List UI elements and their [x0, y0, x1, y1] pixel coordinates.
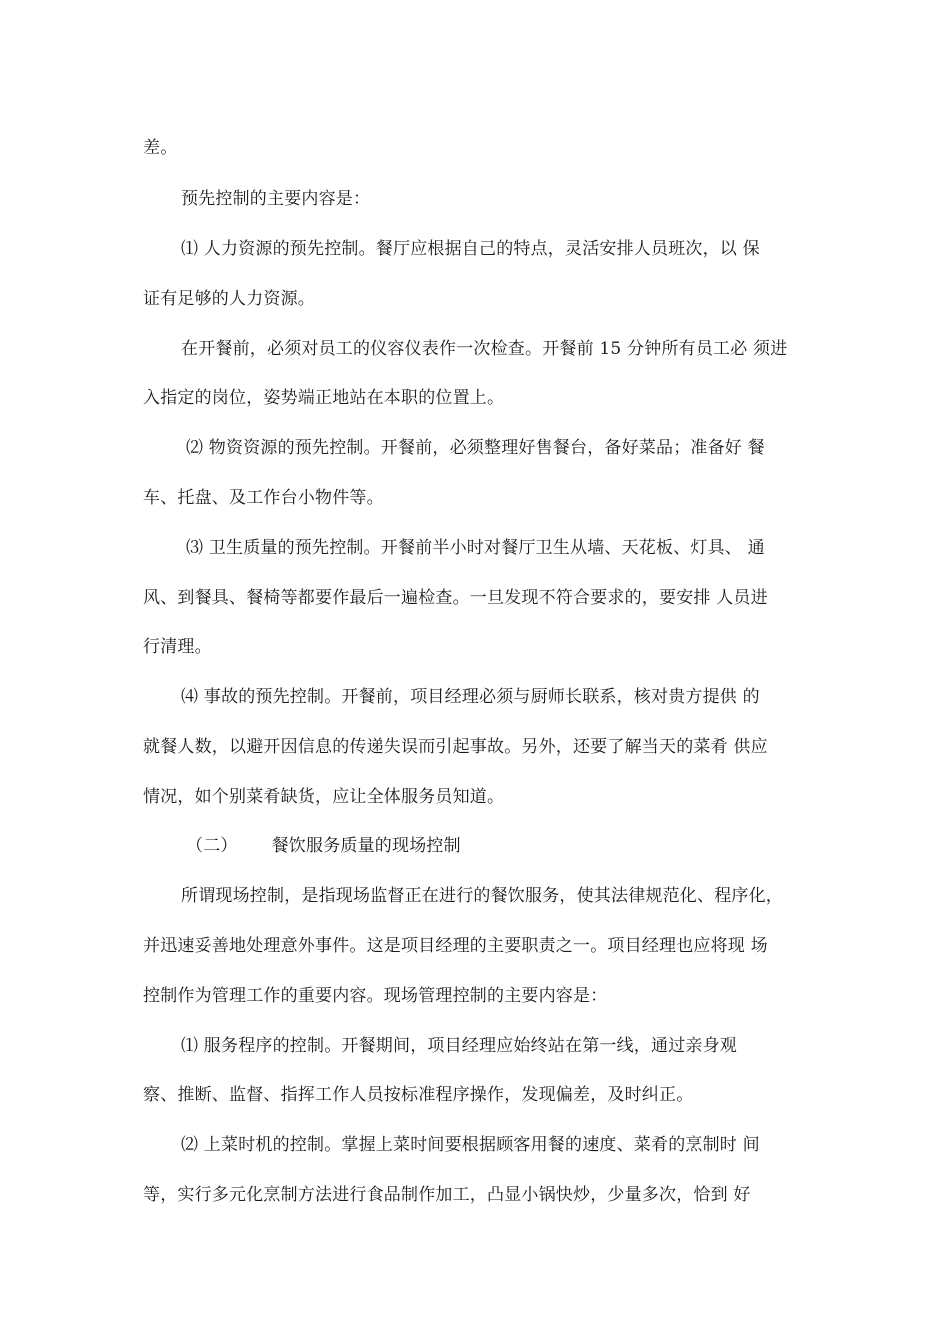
text-line: ⑴ 人力资源的预先控制。餐厅应根据自己的特点，灵活安排人员班次，以 保: [181, 239, 760, 259]
text-line: ⑴ 服务程序的控制。开餐期间，项目经理应始终站在第一线，通过亲身观: [181, 1036, 738, 1056]
text-line: 入指定的岗位，姿势端正地站在本职的位置上。: [143, 388, 505, 408]
text-line: 情况，如个别菜肴缺货，应让全体服务员知道。: [143, 787, 505, 807]
text-line: 等，实行多元化烹制方法进行食品制作加工，凸显小锅快炒，少量多次，恰到 好: [143, 1185, 751, 1205]
text-line: 行清理。: [143, 637, 212, 657]
text-line: 预先控制的主要内容是：: [181, 189, 371, 209]
text-line: 察、推断、监督、指挥工作人员按标准程序操作，发现偏差，及时纠正。: [143, 1085, 694, 1105]
text-line: 在开餐前，必须对员工的仪容仪表作一次检查。开餐前 15 分钟所有员工必 须进: [181, 339, 788, 359]
section-heading-title: 餐饮服务质量的现场控制: [271, 836, 461, 856]
text-line: 并迅速妥善地处理意外事件。这是项目经理的主要职责之一。项目经理也应将现 场: [143, 936, 768, 956]
text-line: 风、到餐具、餐椅等都要作最后一遍检查。一旦发现不符合要求的，要安排 人员进: [143, 588, 768, 608]
text-line: ⑶ 卫生质量的预先控制。开餐前半小时对餐厅卫生从墙、天花板、灯具、 通: [186, 538, 765, 558]
text-line: 就餐人数，以避开因信息的传递失误而引起事故。另外，还要了解当天的菜肴 供应: [143, 737, 768, 757]
text-line: 控制作为管理工作的重要内容。现场管理控制的主要内容是：: [143, 986, 608, 1006]
text-line: 所谓现场控制，是指现场监督正在进行的餐饮服务，使其法律规范化、程序化，: [181, 886, 783, 906]
text-line: 车、托盘、及工作台小物件等。: [143, 488, 384, 508]
text-line: 差。: [143, 138, 178, 158]
text-line: 证有足够的人力资源。: [143, 289, 315, 309]
text-line: ⑵ 上菜时机的控制。掌握上菜时间要根据顾客用餐的速度、菜肴的烹制时 间: [181, 1135, 760, 1155]
text-line: ⑷ 事故的预先控制。开餐前，项目经理必须与厨师长联系，核对贵方提供 的: [181, 687, 760, 707]
section-heading: [186, 834, 461, 858]
section-heading-number: （二）: [186, 836, 238, 856]
text-line: ⑵ 物资资源的预先控制。开餐前，必须整理好售餐台，备好菜品；准备好 餐: [186, 438, 765, 458]
